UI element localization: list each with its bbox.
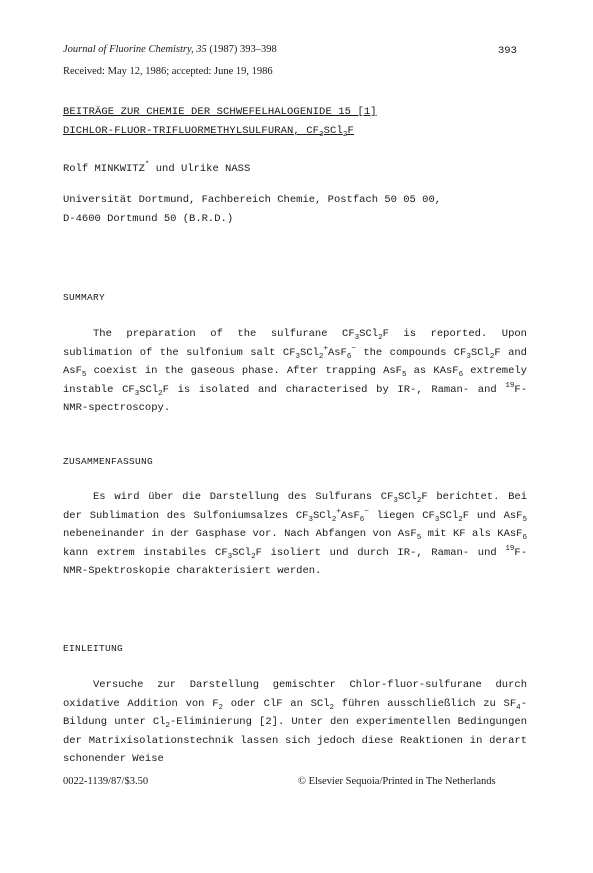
corresponding-author-mark: * [144, 161, 150, 169]
title-line-1: BEITRÄGE ZUR CHEMIE DER SCHWEFELHALOGENIDE 15 [1] [63, 106, 377, 118]
summary-text: The preparation of the sulfurane $CF_3SCl_2F$ is reported. Upon sublimation of the sulfonium salt $CF_3SCl_2^+AsF_6^-$ the compounds $CF_3SCl_2F$ and AsF$_5$ coexist in the gaseous phase. After trapping AsF$_5$ as KAsF$_6$ extremely instable $CF_3SCl_2F$ is isolated and characterised by IR-, Raman- and $^{19}$F-NMR-spectroscopy. [63, 328, 528, 414]
journal-citation: Journal of Fluorine Chemistry, 35 (1987) 393–398 [63, 44, 277, 55]
journal-year-pages: (1987) 393–398 [209, 44, 277, 55]
authors [63, 163, 250, 175]
journal-volume: 35 [196, 44, 207, 55]
section-heading-zusammenfassung: ZUSAMMENFASSUNG [63, 456, 154, 467]
received-dates: Received: May 12, 1986; accepted: June 19, 1986 [63, 66, 273, 77]
section-heading-einleitung: EINLEITUNG [63, 643, 124, 654]
section-heading-summary: SUMMARY [63, 292, 106, 303]
page-number: 393 [498, 45, 517, 57]
issn-price-code: 0022-1139/87/$3.50 [63, 776, 149, 787]
affiliation-line-2: D-4600 Dortmund 50 (B.R.D.) [63, 213, 234, 225]
einleitung-text: Versuche zur Darstellung gemischter Chlor-fluor-sulfurane durch oxidative Addition von $F_2$ oder ClF an SCl$_2$ führen ausschließlich zu $SF_4$-Bildung unter $Cl_2$-Eliminierung [2]. Unter den experimentellen Bedingungen der Matrixisolationstechnik lassen sich jedoch diese Reaktionen in derart schonender Weise [63, 679, 527, 765]
zusammenfassung-text: Es wird über die Darstellung des Sulfurans $CF_3SCl_2F$ berichtet. Bei der Sublimation des Sulfoniumsalzes $CF_3SCl_2^+AsF_6^-$ liegen $CF_3SCl_2F$ und AsF$_5$ nebeneinander in der Gasphase vor. Nach Abfangen von AsF$_5$ mit KF als KAsF$_6$ kann extrem instabiles $CF_3SCl_2F$ isoliert und durch IR-, Raman- und $^{19}$F-NMR-Spektroskopie charakterisiert werden. [63, 491, 527, 577]
affiliation-line-1: Universität Dortmund, Fachbereich Chemie, Postfach 50 05 00, [63, 194, 442, 206]
journal-name: Journal of Fluorine Chemistry [63, 44, 192, 55]
author-1: Rolf MINKWITZ [63, 163, 145, 175]
copyright-notice: © Elsevier Sequoia/Printed in The Netherlands [298, 776, 496, 787]
title-line-2: DICHLOR-FLUOR-TRIFLUORMETHYLSULFURAN, $CF_3SCl_2F$ [63, 125, 354, 139]
author-2: und Ulrike NASS [149, 163, 251, 175]
